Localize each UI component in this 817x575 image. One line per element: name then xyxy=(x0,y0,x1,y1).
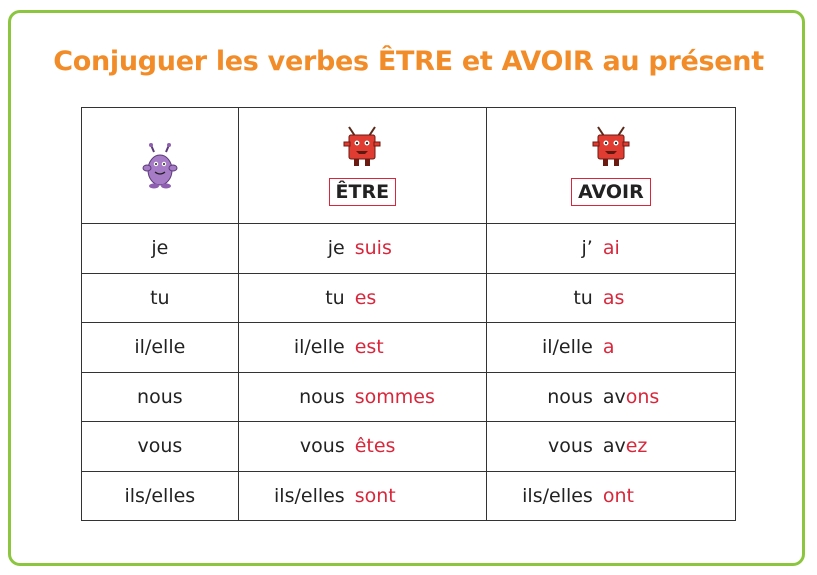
etre-form-cell xyxy=(238,471,486,521)
avoir-form-cell xyxy=(486,422,735,472)
etre-ending: est xyxy=(354,336,384,359)
etre-pronoun: il/elle xyxy=(293,336,345,359)
etre-pronoun: nous xyxy=(299,385,345,408)
etre-form-cell xyxy=(238,372,486,422)
etre-pronoun: ils/elles xyxy=(274,484,345,507)
avoir-pronoun: vous xyxy=(548,435,593,458)
avoir-ending: as xyxy=(602,286,625,309)
avoir-pronoun: il/elle xyxy=(541,336,593,359)
conjugation-table xyxy=(81,107,736,521)
table-row xyxy=(82,323,736,373)
avoir-ending: ez xyxy=(625,435,648,458)
etre-ending: suis xyxy=(354,237,392,260)
etre-pronoun: je xyxy=(327,237,345,260)
etre-form-cell xyxy=(238,273,486,323)
red-monster-icon xyxy=(343,126,381,168)
red-monster-icon xyxy=(592,126,630,168)
avoir-stem: av xyxy=(602,435,626,458)
etre-header-label: ÊTRE xyxy=(329,178,397,206)
header-pronoun-cell xyxy=(82,108,239,224)
etre-form-cell xyxy=(238,323,486,373)
avoir-ending: a xyxy=(602,336,615,359)
avoir-pronoun: tu xyxy=(573,286,593,309)
pronoun-cell: nous xyxy=(82,372,239,422)
table-row xyxy=(82,273,736,323)
purple-monster-icon xyxy=(142,142,178,190)
avoir-ending: ai xyxy=(602,237,620,260)
etre-ending: es xyxy=(354,286,377,309)
etre-ending: sommes xyxy=(354,385,435,408)
pronoun-cell: vous xyxy=(82,422,239,472)
etre-pronoun: vous xyxy=(299,435,345,458)
pronoun-cell: il/elle xyxy=(82,323,239,373)
header-etre-cell xyxy=(238,108,486,224)
table-row xyxy=(82,224,736,274)
avoir-form-cell xyxy=(486,323,735,373)
etre-pronoun: tu xyxy=(325,286,345,309)
table-row xyxy=(82,471,736,521)
avoir-stem: av xyxy=(602,385,626,408)
avoir-form-cell xyxy=(486,273,735,323)
etre-form-cell xyxy=(238,224,486,274)
page-title: Conjuguer les verbes ÊTRE et AVOIR au présent xyxy=(53,46,764,77)
pronoun-cell: ils/elles xyxy=(82,471,239,521)
avoir-pronoun: ils/elles xyxy=(522,484,593,507)
avoir-ending: ons xyxy=(625,385,660,408)
header-avoir-cell xyxy=(486,108,735,224)
pronoun-cell: tu xyxy=(82,273,239,323)
table-header-row xyxy=(82,108,736,224)
avoir-form-cell xyxy=(486,224,735,274)
avoir-form-cell xyxy=(486,372,735,422)
avoir-form-cell xyxy=(486,471,735,521)
table-row xyxy=(82,422,736,472)
avoir-pronoun: nous xyxy=(547,385,593,408)
avoir-ending: ont xyxy=(602,484,634,507)
pronoun-cell: je xyxy=(82,224,239,274)
table-row xyxy=(82,372,736,422)
avoir-header-label: AVOIR xyxy=(571,178,651,206)
avoir-pronoun: j’ xyxy=(581,237,593,260)
etre-form-cell xyxy=(238,422,486,472)
etre-ending: êtes xyxy=(354,435,396,458)
etre-ending: sont xyxy=(354,484,396,507)
